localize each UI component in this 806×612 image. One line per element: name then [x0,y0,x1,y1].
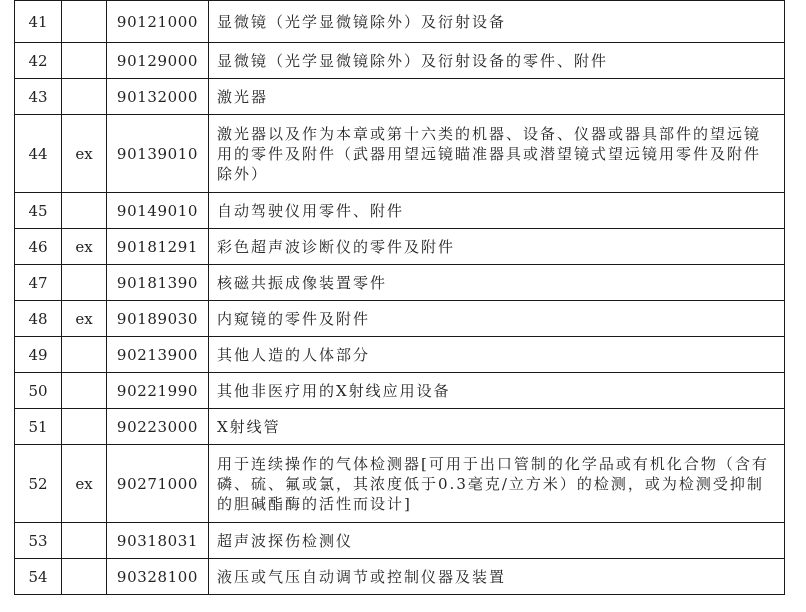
ex-mark [62,43,107,79]
ex-mark [62,523,107,559]
commodity-code: 90181291 [107,229,209,265]
commodity-description [209,301,785,337]
ex-mark [62,409,107,445]
description-text: 其他非医疗用的X射线应用设备 [217,381,451,400]
description-text: 彩色超声波诊断仪的零件及附件 [217,237,456,256]
ex-mark [62,337,107,373]
row-number: 53 [15,523,62,559]
description-text: 核磁共振成像装置零件 [217,273,388,292]
row-number: 41 [15,1,62,43]
row-number: 45 [15,193,62,229]
commodity-code: 90271000 [107,445,209,523]
row-number: 54 [15,559,62,595]
commodity-description [209,265,785,301]
commodity-description [209,193,785,229]
commodity-description [209,373,785,409]
table-row [15,373,785,409]
description-text: 超声波探伤检测仪 [217,531,354,550]
row-number: 42 [15,43,62,79]
description-text: 液压或气压自动调节或控制仪器及装置 [217,567,507,586]
commodity-description [209,229,785,265]
ex-mark: ex [62,445,107,523]
table-row [15,301,785,337]
description-text: 用于连续操作的气体检测器[可用于出口管制的化学品或有机化合物（含有磷、硫、氟或氯，其浓度低于0.3毫克/立方米）的检测，或为检测受抑制的胆碱酯酶的活性而设计] [217,454,769,513]
commodity-description [209,445,785,523]
table-row [15,337,785,373]
table-row [15,43,785,79]
row-number: 49 [15,337,62,373]
ex-mark [62,79,107,115]
commodity-code: 90223000 [107,409,209,445]
row-number: 43 [15,79,62,115]
table-row [15,409,785,445]
description-text: 激光器 [217,87,269,106]
commodity-code: 90318031 [107,523,209,559]
commodity-code: 90121000 [107,1,209,43]
commodity-code: 90213900 [107,337,209,373]
commodity-code: 90139010 [107,115,209,193]
commodity-code: 90129000 [107,43,209,79]
ex-mark: ex [62,301,107,337]
ex-mark [62,559,107,595]
table-row [15,445,785,523]
table-row [15,229,785,265]
row-number: 46 [15,229,62,265]
commodity-code: 90149010 [107,193,209,229]
commodity-code: 90132000 [107,79,209,115]
table-row [15,79,785,115]
ex-mark [62,265,107,301]
commodity-description [209,115,785,193]
table-row [15,1,785,43]
commodity-description [209,79,785,115]
row-number: 47 [15,265,62,301]
tariff-code-table [14,0,785,595]
commodity-code: 90221990 [107,373,209,409]
table-row [15,559,785,595]
row-number: 50 [15,373,62,409]
commodity-code: 90181390 [107,265,209,301]
table-row [15,115,785,193]
ex-mark: ex [62,229,107,265]
description-text: X射线管 [217,417,281,436]
ex-mark [62,373,107,409]
tariff-table-container [14,0,784,595]
commodity-description [209,337,785,373]
description-text: 内窥镜的零件及附件 [217,309,371,328]
description-text: 显微镜（光学显微镜除外）及衍射设备 [217,12,507,31]
table-row [15,265,785,301]
description-text: 显微镜（光学显微镜除外）及衍射设备的零件、附件 [217,51,609,70]
row-number: 44 [15,115,62,193]
row-number: 48 [15,301,62,337]
description-text: 激光器以及作为本章或第十六类的机器、设备、仪器或器具部件的望远镜用的零件及附件（武器用望远镜瞄准器具或潜望镜式望远镜用零件及附件除外） [217,124,762,183]
ex-mark: ex [62,115,107,193]
commodity-description [209,523,785,559]
ex-mark [62,1,107,43]
commodity-code: 90328100 [107,559,209,595]
commodity-description [209,409,785,445]
table-row [15,523,785,559]
ex-mark [62,193,107,229]
commodity-description [209,1,785,43]
row-number: 52 [15,445,62,523]
description-text: 其他人造的人体部分 [217,345,371,364]
commodity-description [209,559,785,595]
description-text: 自动驾驶仪用零件、附件 [217,201,405,220]
table-row [15,193,785,229]
commodity-description [209,43,785,79]
row-number: 51 [15,409,62,445]
commodity-code: 90189030 [107,301,209,337]
